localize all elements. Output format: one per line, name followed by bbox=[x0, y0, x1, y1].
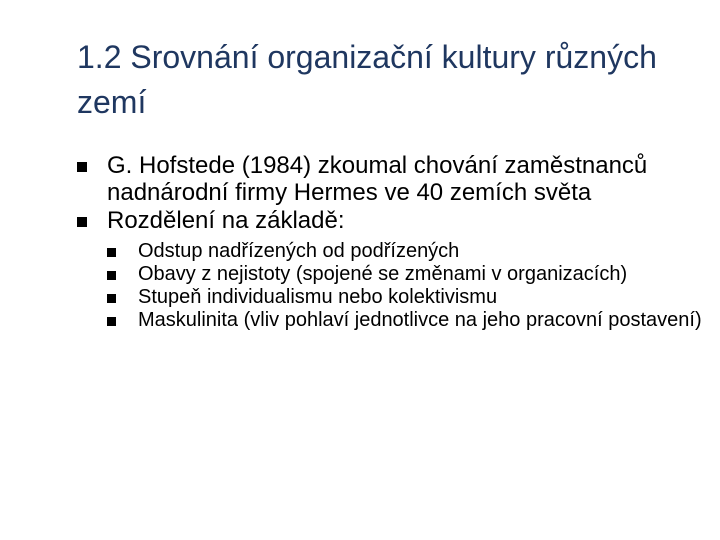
square-bullet-icon bbox=[77, 162, 87, 172]
square-bullet-icon bbox=[107, 294, 116, 303]
bullet-text: Rozdělení na základě: bbox=[107, 207, 345, 234]
square-bullet-icon bbox=[107, 248, 116, 257]
square-bullet-icon bbox=[107, 271, 116, 280]
square-bullet-icon bbox=[107, 317, 116, 326]
sub-bullet-text: Maskulinita (vliv pohlaví jednotlivce na jeho pracovní postavení) bbox=[138, 309, 702, 331]
sub-bullet-list bbox=[77, 240, 707, 332]
square-bullet-icon bbox=[77, 217, 87, 227]
slide-title: 1.2 Srovnání organizační kultury různých zemí bbox=[77, 39, 657, 120]
sub-bullet-item bbox=[107, 286, 707, 309]
sub-bullet-text: Odstup nadřízených od podřízených bbox=[138, 240, 460, 262]
sub-bullet-text: Obavy z nejistoty (spojené se změnami v organizacích) bbox=[138, 263, 628, 285]
sub-bullet-item bbox=[107, 263, 707, 286]
sub-bullet-item bbox=[107, 240, 707, 263]
bullet-list bbox=[77, 152, 707, 234]
slide-body bbox=[77, 152, 707, 332]
sub-bullet-item bbox=[107, 309, 707, 332]
sub-bullet-text: Stupeň individualismu nebo kolektivismu bbox=[138, 286, 498, 308]
bullet-text: G. Hofstede (1984) zkoumal chování zaměstnanců nadnárodní firmy Hermes ve 40 zemích světa bbox=[107, 152, 648, 206]
bullet-item bbox=[77, 207, 707, 234]
bullet-item bbox=[77, 152, 707, 206]
